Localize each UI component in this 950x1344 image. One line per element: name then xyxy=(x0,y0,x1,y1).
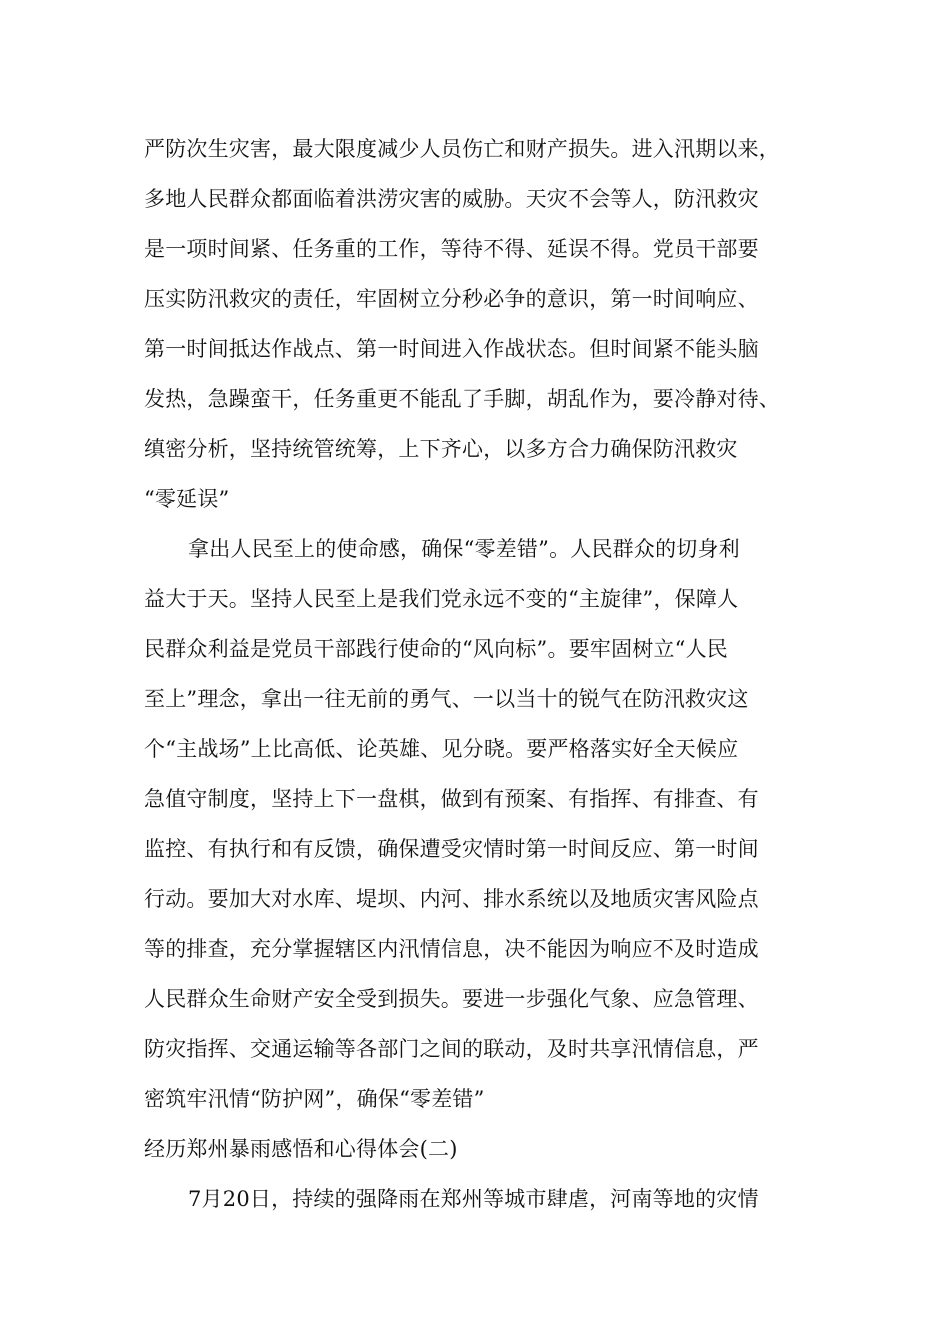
paragraph-2-line-8: 行动。要加大对水库、堤坝、内河、排水系统以及地质灾害风险点 xyxy=(144,887,759,911)
paragraph-2-line-6: 急值守制度，坚持上下一盘棋，做到有预案、有指挥、有排查、有 xyxy=(144,787,759,811)
paragraph-1-line-8: “零延误” xyxy=(144,487,230,511)
paragraph-3-line-1: 7月20日，持续的强降雨在郑州等城市肆虐，河南等地的灾情 xyxy=(188,1187,759,1211)
paragraph-1-line-6: 发热，急躁蛮干，任务重更不能乱了手脚，胡乱作为，要冷静对待、 xyxy=(144,387,780,411)
paragraph-1-line-5: 第一时间抵达作战点、第一时间进入作战状态。但时间紧不能头脑 xyxy=(144,337,759,361)
paragraph-2-line-12: 密筑牢汛情“防护网”，确保“零差错” xyxy=(144,1087,485,1111)
paragraph-1-line-4: 压实防汛救灾的责任，牢固树立分秒必争的意识，第一时间响应、 xyxy=(144,287,759,311)
paragraph-2-line-3: 民群众利益是党员干部践行使命的“风向标”。要牢固树立“人民 xyxy=(144,637,729,661)
paragraph-1-line-1: 严防次生灾害，最大限度减少人员伤亡和财产损失。进入汛期以来， xyxy=(144,137,780,161)
paragraph-2-line-2: 益大于天。坚持人民至上是我们党永远不变的“主旋律”，保障人 xyxy=(144,587,739,611)
paragraph-2-line-7: 监控、有执行和有反馈，确保遭受灾情时第一时间反应、第一时间 xyxy=(144,837,759,861)
paragraph-2-line-11: 防灾指挥、交通运输等各部门之间的联动，及时共享汛情信息，严 xyxy=(144,1037,759,1061)
paragraph-2-line-4: 至上”理念，拿出一往无前的勇气、一以当十的锐气在防汛救灾这 xyxy=(144,687,749,711)
paragraph-2-line-9: 等的排查，充分掌握辖区内汛情信息，决不能因为响应不及时造成 xyxy=(144,937,759,961)
paragraph-1-line-2: 多地人民群众都面临着洪涝灾害的威胁。天灾不会等人，防汛救灾 xyxy=(144,187,759,211)
paragraph-2-line-1: 拿出人民至上的使命感，确保“零差错”。人民群众的切身利 xyxy=(188,537,740,561)
paragraph-1-line-3: 是一项时间紧、任务重的工作，等待不得、延误不得。党员干部要 xyxy=(144,237,759,261)
paragraph-1-line-7: 缜密分析，坚持统管统筹，上下齐心，以多方合力确保防汛救灾 xyxy=(144,437,738,461)
section-heading: 经历郑州暴雨感悟和心得体会(二) xyxy=(144,1137,458,1161)
paragraph-2-line-5: 个“主战场”上比高低、论英雄、见分晓。要严格落实好全天候应 xyxy=(144,737,739,761)
paragraph-2-line-10: 人民群众生命财产安全受到损失。要进一步强化气象、应急管理、 xyxy=(144,987,759,1011)
